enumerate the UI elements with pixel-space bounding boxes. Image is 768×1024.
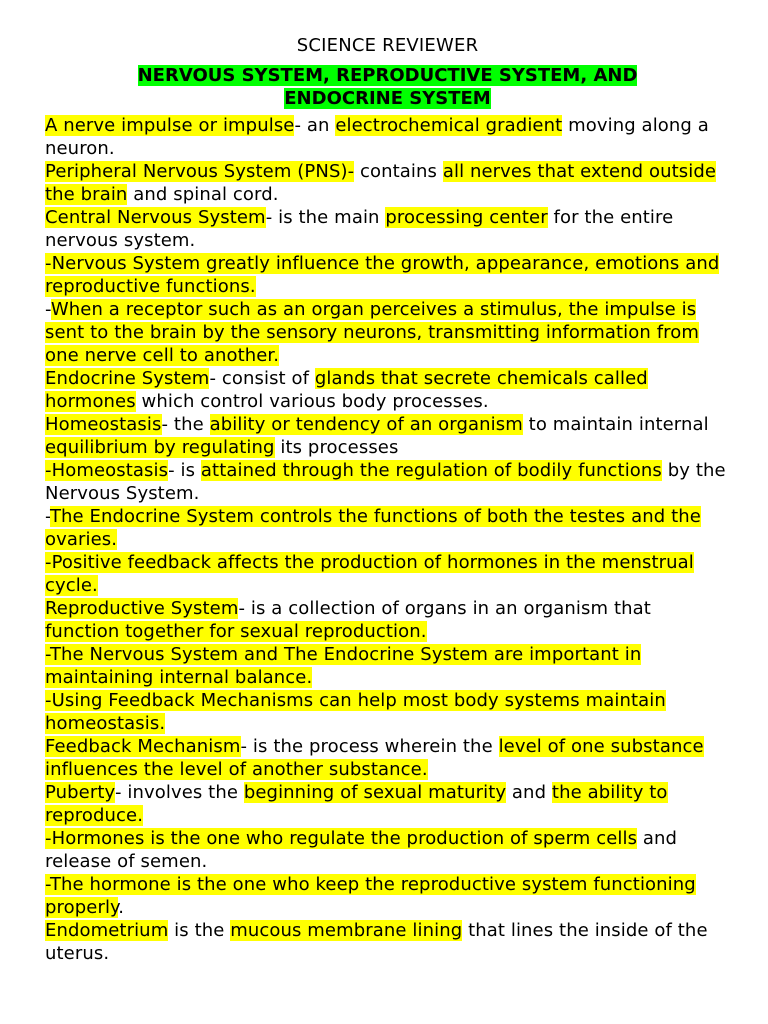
plain-text: moving along a neuron. (45, 115, 709, 159)
plain-text: - is (168, 460, 201, 481)
highlighted-text: ability or tendency of an organism (209, 414, 523, 435)
highlighted-text: all nerves that extend outside the brain (45, 161, 717, 205)
plain-text: - an (294, 115, 336, 136)
subtitle-line-2: ENDOCRINE SYSTEM (284, 88, 491, 109)
plain-text: to maintain internal (522, 414, 709, 435)
highlighted-text: -The hormone is the one who keep the reproductive system functioning properly (45, 874, 696, 918)
highlighted-text: Peripheral Nervous System (PNS)- (45, 161, 355, 182)
highlighted-text: Puberty (45, 782, 115, 803)
plain-text: which control various body processes. (135, 391, 489, 412)
document-subtitle (45, 64, 730, 110)
highlighted-text: A nerve impulse or impulse (45, 115, 295, 136)
highlighted-text: Endometrium (45, 920, 169, 941)
plain-text: - (45, 299, 51, 320)
plain-text: - (45, 506, 50, 527)
body-paragraph (45, 597, 730, 643)
highlighted-text: processing center (385, 207, 548, 228)
highlighted-text: Homeostasis (45, 414, 162, 435)
highlighted-text: Reproductive System (45, 598, 239, 619)
highlighted-text: -Positive feedback affects the production of hormones in the menstrual cycle. (45, 552, 694, 596)
body-paragraph (45, 206, 730, 252)
body-paragraph (45, 298, 730, 367)
plain-text: and release of semen. (45, 828, 678, 872)
plain-text: - is the main (265, 207, 386, 228)
body-paragraph (45, 459, 730, 505)
plain-text: - the (161, 414, 210, 435)
highlighted-text: attained through the regulation of bodily functions (200, 460, 662, 481)
highlighted-text: When a receptor such as an organ perceives a stimulus, the impulse is sent to the brain by the sensory neurons, transmitting information from one nerve cell to another. (45, 299, 699, 366)
subtitle-line-1: NERVOUS SYSTEM, REPRODUCTIVE SYSTEM, AND (137, 65, 638, 86)
plain-text: is the (168, 920, 231, 941)
highlighted-text: equilibrium by regulating (45, 437, 275, 458)
highlighted-text: -The Nervous System and The Endocrine System are important in maintaining internal balance. (45, 644, 642, 688)
plain-text: and spinal cord. (127, 184, 279, 205)
highlighted-text: -Hormones is the one who regulate the production of sperm cells (45, 828, 638, 849)
highlighted-text: function together for sexual reproduction. (45, 621, 427, 642)
body-paragraph (45, 827, 730, 873)
plain-text: contains (354, 161, 443, 182)
body-paragraph (45, 505, 730, 551)
highlighted-text: -Using Feedback Mechanisms can help most body systems maintain homeostasis. (45, 690, 666, 734)
highlighted-text: The Endocrine System controls the functions of both the testes and the ovaries. (45, 506, 701, 550)
plain-text: . (118, 897, 125, 918)
highlighted-text: Central Nervous System (45, 207, 266, 228)
highlighted-text: level of one substance influences the level of another substance. (45, 736, 704, 780)
body-paragraph (45, 413, 730, 459)
body-paragraph (45, 919, 730, 965)
plain-text: its processes (274, 437, 399, 458)
highlighted-text: -Homeostasis (45, 460, 169, 481)
body-paragraph (45, 114, 730, 160)
body-paragraph (45, 873, 730, 919)
highlighted-text: glands that secrete chemicals called hormones (45, 368, 648, 412)
body-paragraph (45, 643, 730, 689)
highlighted-text: electrochemical gradient (335, 115, 563, 136)
body-paragraph (45, 781, 730, 827)
body-paragraph (45, 367, 730, 413)
highlighted-text: mucous membrane lining (230, 920, 463, 941)
body-paragraph (45, 252, 730, 298)
body-paragraph (45, 735, 730, 781)
plain-text: - is the process wherein the (240, 736, 499, 757)
highlighted-text: -Nervous System greatly influence the growth, appearance, emotions and reproductive functions. (45, 253, 720, 297)
plain-text: and (506, 782, 552, 803)
plain-text: for the entire nervous system. (45, 207, 674, 251)
highlighted-text: Feedback Mechanism (45, 736, 241, 757)
document-body (45, 114, 730, 965)
plain-text: - is a collection of organs in an organism that (238, 598, 651, 619)
body-paragraph (45, 551, 730, 597)
plain-text: - consist of (209, 368, 315, 389)
document-page (45, 34, 730, 965)
plain-text: by the Nervous System. (45, 460, 726, 504)
plain-text: - involves the (114, 782, 244, 803)
document-title: SCIENCE REVIEWER (296, 35, 479, 56)
highlighted-text: Endocrine System (45, 368, 210, 389)
body-paragraph (45, 689, 730, 735)
body-paragraph (45, 160, 730, 206)
highlighted-text: beginning of sexual maturity (243, 782, 507, 803)
highlighted-text: the ability to reproduce. (45, 782, 668, 826)
plain-text: that lines the inside of the uterus. (45, 920, 708, 964)
